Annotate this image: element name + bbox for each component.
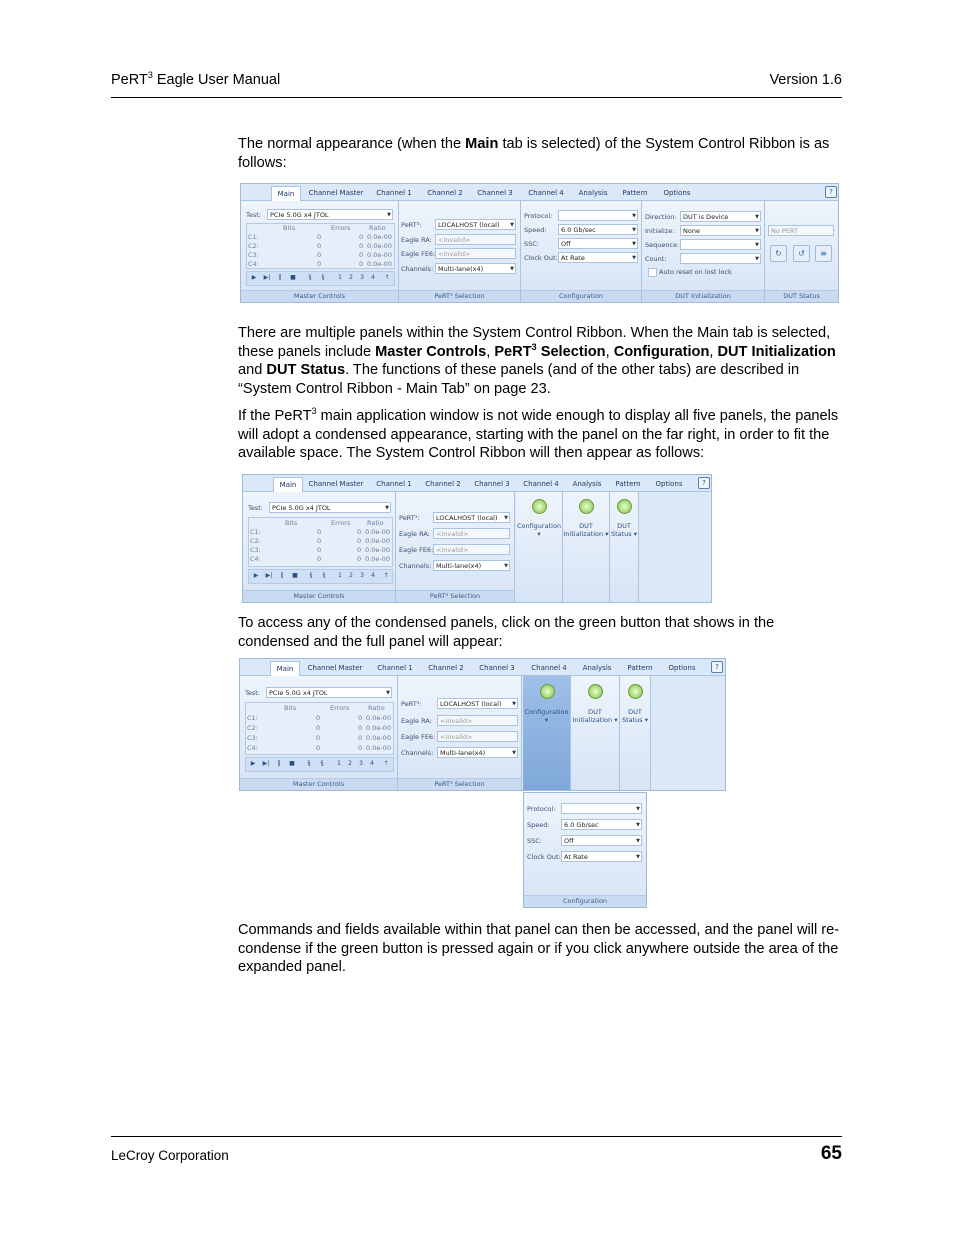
step-icon[interactable]: ▶| bbox=[265, 572, 273, 579]
chevron-down-icon: ▼ bbox=[755, 214, 759, 220]
eagle-ra-field[interactable]: <invalid> bbox=[437, 715, 518, 726]
speed-select[interactable]: 6.0 Gb/sec ▼ bbox=[561, 819, 642, 830]
tab-channel-1[interactable]: Channel 1 bbox=[376, 189, 412, 197]
initialize-label: Initialize: bbox=[645, 227, 675, 235]
configuration-panel bbox=[521, 201, 642, 302]
channels-label: Channels: bbox=[401, 749, 434, 757]
grid-header-bits: Bits bbox=[285, 519, 298, 527]
paragraph-1: The normal appearance (when the Main tab is selected) of the System Control Ribbon is as follows: bbox=[238, 136, 830, 171]
chevron-down-icon: ▼ bbox=[636, 822, 640, 828]
grid-row-ratio: 0.0e-00 bbox=[365, 555, 390, 563]
grid-row-errors: 0 bbox=[359, 251, 364, 259]
pert-label: PeRT³: bbox=[401, 221, 422, 229]
chevron-down-icon: ▼ bbox=[632, 213, 636, 219]
ribbon-tabs bbox=[243, 475, 711, 492]
channel-button-1[interactable]: 1 bbox=[338, 572, 342, 579]
configuration-green-button-icon[interactable] bbox=[532, 499, 547, 514]
grid-row-ch: C4: bbox=[247, 744, 258, 752]
master-controls-caption: Master Controls bbox=[243, 590, 395, 602]
grid-row-ch: C4: bbox=[250, 555, 261, 563]
clock-out-select[interactable]: At Rate ▼ bbox=[558, 252, 638, 263]
grid-row-ratio: 0.0e-00 bbox=[366, 724, 391, 732]
grid-row-bits: 0 bbox=[316, 724, 321, 732]
pert-selection-panel bbox=[398, 676, 522, 790]
dut-initialization-panel bbox=[642, 201, 765, 302]
tab-channel-4[interactable]: Channel 4 bbox=[531, 664, 567, 672]
speed-label: Speed: bbox=[527, 821, 550, 829]
step-icon[interactable]: ▶| bbox=[262, 760, 270, 767]
grid-row-bits: 0 bbox=[317, 260, 322, 268]
configuration-condensed[interactable] bbox=[516, 492, 563, 602]
grid-row-ch: C3: bbox=[247, 734, 258, 742]
dut-status-condensed[interactable] bbox=[610, 492, 639, 602]
header-title-sup: 3 bbox=[147, 70, 153, 81]
configuration-caption: Configuration bbox=[524, 895, 646, 907]
configuration-condensed-label: Configuration ▾ bbox=[524, 708, 569, 724]
test-label: Test: bbox=[246, 211, 261, 219]
header-title bbox=[111, 72, 280, 88]
pert-selection-caption: PeRT³ Selection bbox=[398, 778, 521, 790]
sync-icon[interactable]: § bbox=[308, 274, 312, 281]
paragraph-5: Commands and fields available within that panel can then be accessed, and the panel will re-condense if the green button is pressed again or if you click anywhere outside the area of the expanded panel. bbox=[238, 922, 840, 975]
grid-header-ratio: Ratio bbox=[368, 704, 385, 712]
grid-row-errors: 0 bbox=[358, 734, 363, 742]
grid-row-ratio: 0.0e-00 bbox=[366, 744, 391, 752]
configuration-condensed-label: Configuration ▾ bbox=[516, 522, 562, 538]
chevron-down-icon: ▼ bbox=[512, 701, 516, 707]
tab-main[interactable]: Main bbox=[273, 477, 303, 492]
chevron-down-icon: ▼ bbox=[636, 838, 640, 844]
grid-row-errors: 0 bbox=[357, 537, 362, 545]
chevron-down-icon: ▼ bbox=[510, 266, 514, 272]
ribbon-full-screenshot bbox=[240, 183, 839, 303]
grid-row-ratio: 0.0e-00 bbox=[367, 251, 392, 259]
play-icon[interactable]: ▶ bbox=[250, 760, 256, 767]
chevron-down-icon: ▼ bbox=[636, 854, 640, 860]
channel-button-4[interactable]: 4 bbox=[371, 572, 375, 579]
dut-initialization-green-button-icon[interactable] bbox=[579, 499, 594, 514]
dut-status-green-button-icon[interactable] bbox=[617, 499, 632, 514]
status-field: No PERT bbox=[768, 225, 834, 236]
grid-row-errors: 0 bbox=[359, 233, 364, 241]
ssc-label: SSC: bbox=[527, 837, 542, 845]
arrow-up-icon[interactable]: ↑ bbox=[383, 760, 389, 767]
dut-initialization-condensed[interactable] bbox=[563, 492, 610, 602]
header-title-post: Eagle User Manual bbox=[152, 72, 281, 88]
tab-options[interactable]: Options bbox=[663, 189, 691, 197]
speed-label: Speed: bbox=[524, 226, 547, 234]
channel-button-3[interactable]: 3 bbox=[360, 572, 364, 579]
pause-icon[interactable]: ‖ bbox=[277, 760, 281, 767]
tab-channel-1[interactable]: Channel 1 bbox=[377, 664, 413, 672]
status-detail-icon[interactable]: ≡ bbox=[815, 245, 832, 262]
footer-company: LeCroy Corporation bbox=[111, 1148, 229, 1163]
tab-main[interactable]: Main bbox=[270, 661, 300, 676]
tab-channel-4[interactable]: Channel 4 bbox=[523, 480, 559, 488]
chevron-down-icon: ▼ bbox=[755, 242, 759, 248]
sync-icon[interactable]: § bbox=[309, 572, 313, 579]
ribbon-condensed-screenshot bbox=[242, 474, 712, 603]
eagle-ra-field[interactable]: <invalid> bbox=[433, 528, 510, 539]
dut-initialization-condensed-label: DUT Initialization ▾ bbox=[572, 708, 618, 724]
sync-all-icon[interactable]: § bbox=[321, 274, 325, 281]
direction-label: Direction: bbox=[645, 213, 677, 221]
refresh-icon[interactable]: ↻ bbox=[770, 245, 787, 262]
channel-button-4[interactable]: 4 bbox=[371, 274, 375, 281]
tab-analysis[interactable]: Analysis bbox=[582, 664, 612, 672]
dut-status-panel bbox=[765, 201, 838, 302]
paragraph-2: There are multiple panels within the System Control Ribbon. When the Main tab is selected, these panels include Master Controls, PeRT$^3$ Selection, Configuration, DUT Initialization and DUT Status. The functions of these panels (and of the other tabs) are described in “System Control Ribbon - Main Tab” on page 23. bbox=[238, 325, 836, 397]
chevron-down-icon: ▼ bbox=[510, 222, 514, 228]
eagle-fe6-label: Eagle FE6: bbox=[401, 250, 436, 258]
sync-all-icon[interactable]: § bbox=[320, 760, 324, 767]
grid-row-ch: C1: bbox=[248, 233, 259, 241]
tab-main[interactable]: Main bbox=[271, 186, 301, 201]
master-controls-panel bbox=[241, 201, 399, 302]
protocol-label: Protocol: bbox=[527, 805, 556, 813]
sync-all-icon[interactable]: § bbox=[322, 572, 326, 579]
dut-status-condensed[interactable] bbox=[620, 676, 651, 790]
eagle-ra-label: Eagle RA: bbox=[399, 530, 430, 538]
grid-row-bits: 0 bbox=[316, 714, 321, 722]
step-icon[interactable]: ▶| bbox=[263, 274, 271, 281]
protocol-select[interactable] bbox=[558, 210, 638, 221]
grid-row-bits: 0 bbox=[317, 528, 322, 536]
arrow-up-icon[interactable]: ↑ bbox=[383, 572, 389, 579]
master-controls-caption: Master Controls bbox=[241, 290, 398, 302]
clock-out-label: Clock Out: bbox=[524, 254, 558, 262]
grid-row-ch: C2: bbox=[247, 724, 258, 732]
channel-button-2[interactable]: 2 bbox=[348, 760, 352, 767]
channel-button-3[interactable]: 3 bbox=[360, 274, 364, 281]
grid-row-ch: C3: bbox=[248, 251, 259, 259]
chevron-down-icon: ▼ bbox=[636, 806, 640, 812]
tab-pattern[interactable]: Pattern bbox=[615, 480, 641, 488]
channel-button-1[interactable]: 1 bbox=[337, 760, 341, 767]
tab-channel-master[interactable]: Channel Master bbox=[308, 189, 364, 197]
chevron-down-icon: ▼ bbox=[632, 241, 636, 247]
sync-icon[interactable]: § bbox=[307, 760, 311, 767]
paragraph-3: If the PeRT$^3$ main application window is not wide enough to display all five panels, the panels will adopt a condensed appearance, starting with the panel on the far right, in order to fit the available space. The System Control Ribbon will then appear as follows: bbox=[238, 406, 839, 461]
header-version: Version 1.6 bbox=[769, 72, 842, 88]
auto-reset-label: Auto reset on lost lock bbox=[659, 268, 732, 276]
grid-row-bits: 0 bbox=[317, 251, 322, 259]
tab-pattern[interactable]: Pattern bbox=[627, 664, 653, 672]
chevron-down-icon: ▼ bbox=[512, 750, 516, 756]
pause-icon[interactable]: ‖ bbox=[280, 572, 284, 579]
error-grid bbox=[248, 517, 393, 567]
grid-row-errors: 0 bbox=[357, 555, 362, 563]
grid-row-errors: 0 bbox=[358, 714, 363, 722]
chevron-down-icon: ▼ bbox=[385, 505, 389, 511]
grid-row-ratio: 0.0e-00 bbox=[366, 734, 391, 742]
grid-header-errors: Errors bbox=[331, 519, 351, 527]
initialize-select[interactable]: None ▼ bbox=[680, 225, 761, 236]
chevron-down-icon: ▼ bbox=[504, 515, 508, 521]
grid-row-ch: C3: bbox=[250, 546, 261, 554]
chevron-down-icon: ▼ bbox=[632, 255, 636, 261]
test-label: Test: bbox=[248, 504, 263, 512]
dut-status-condensed-label: DUT Status ▾ bbox=[610, 522, 638, 538]
run-controls-row bbox=[248, 569, 393, 584]
protocol-select[interactable] bbox=[561, 803, 642, 814]
grid-row-ch: C2: bbox=[250, 537, 261, 545]
chevron-down-icon: ▼ bbox=[387, 212, 391, 218]
chevron-down-icon: ▼ bbox=[755, 228, 759, 234]
channel-button-2[interactable]: 2 bbox=[349, 572, 353, 579]
grid-row-ratio: 0.0e-00 bbox=[367, 242, 392, 250]
configuration-caption: Configuration bbox=[521, 290, 641, 302]
pert-selection-panel bbox=[396, 492, 515, 602]
grid-row-errors: 0 bbox=[358, 744, 363, 752]
auto-reset-checkbox[interactable] bbox=[648, 268, 657, 277]
ssc-label: SSC: bbox=[524, 240, 539, 248]
dut-status-caption: DUT Status bbox=[765, 290, 838, 302]
grid-row-bits: 0 bbox=[317, 233, 322, 241]
ribbon-tabs bbox=[241, 184, 838, 201]
grid-row-ratio: 0.0e-00 bbox=[365, 546, 390, 554]
test-select[interactable]: PCIe 5.0G x4 JTOL ▼ bbox=[266, 687, 392, 698]
chevron-down-icon: ▼ bbox=[632, 227, 636, 233]
dut-status-green-button-icon[interactable] bbox=[628, 684, 643, 699]
paragraph-4: To access any of the condensed panels, click on the green button that shows in the condensed and the full panel will appear: bbox=[238, 615, 775, 650]
grid-row-ch: C1: bbox=[250, 528, 261, 536]
grid-row-ratio: 0.0e-00 bbox=[366, 714, 391, 722]
configuration-green-button-icon[interactable] bbox=[540, 684, 555, 699]
eagle-fe6-field[interactable]: <invalid> bbox=[433, 544, 510, 555]
channel-button-1[interactable]: 1 bbox=[338, 274, 342, 281]
channels-select[interactable]: Multi-lane(x4) ▼ bbox=[437, 747, 518, 758]
ssc-select[interactable]: Off ▼ bbox=[561, 835, 642, 846]
tab-channel-1[interactable]: Channel 1 bbox=[376, 480, 412, 488]
tab-channel-2[interactable]: Channel 2 bbox=[428, 664, 464, 672]
error-grid bbox=[245, 702, 394, 755]
direction-select[interactable]: DUT is Device ▼ bbox=[680, 211, 761, 222]
pert-selection-panel bbox=[399, 201, 521, 302]
grid-row-bits: 0 bbox=[316, 744, 321, 752]
grid-row-bits: 0 bbox=[316, 734, 321, 742]
eagle-ra-label: Eagle RA: bbox=[401, 236, 432, 244]
page-number: 65 bbox=[820, 1143, 842, 1164]
test-select[interactable]: PCIe 5.0G x4 JTOL ▼ bbox=[267, 209, 393, 220]
grid-row-errors: 0 bbox=[359, 242, 364, 250]
master-controls-panel bbox=[243, 492, 396, 602]
stop-icon[interactable]: ■ bbox=[290, 274, 296, 281]
header-rule bbox=[111, 97, 842, 98]
pert-select[interactable]: LOCALHOST (local) ▼ bbox=[435, 219, 516, 230]
tab-channel-2[interactable]: Channel 2 bbox=[427, 189, 463, 197]
protocol-label: Protocol: bbox=[524, 212, 553, 220]
dut-initialization-green-button-icon[interactable] bbox=[588, 684, 603, 699]
pert-label: PeRT³: bbox=[399, 514, 420, 522]
stop-icon[interactable]: ■ bbox=[289, 760, 295, 767]
channel-button-2[interactable]: 2 bbox=[349, 274, 353, 281]
grid-header-bits: Bits bbox=[283, 224, 296, 232]
configuration-panel bbox=[524, 793, 646, 907]
pert-label: PeRT³: bbox=[401, 700, 422, 708]
grid-header-ratio: Ratio bbox=[369, 224, 386, 232]
grid-row-ratio: 0.0e-00 bbox=[365, 537, 390, 545]
play-icon[interactable]: ▶ bbox=[251, 274, 257, 281]
reset-icon[interactable]: ↺ bbox=[793, 245, 810, 262]
grid-row-bits: 0 bbox=[317, 555, 322, 563]
pert-selection-caption: PeRT³ Selection bbox=[396, 590, 514, 602]
grid-row-ratio: 0.0e-00 bbox=[365, 528, 390, 536]
grid-row-errors: 0 bbox=[357, 546, 362, 554]
clock-out-label: Clock Out: bbox=[527, 853, 561, 861]
grid-row-ch: C1: bbox=[247, 714, 258, 722]
count-label: Count: bbox=[645, 255, 667, 263]
chevron-down-icon: ▼ bbox=[755, 256, 759, 262]
channels-label: Channels: bbox=[401, 265, 434, 273]
dut-initialization-condensed[interactable] bbox=[571, 676, 620, 790]
eagle-ra-label: Eagle RA: bbox=[401, 717, 432, 725]
ribbon-expanded-screenshot bbox=[239, 658, 726, 791]
play-icon[interactable]: ▶ bbox=[253, 572, 259, 579]
grid-header-errors: Errors bbox=[331, 224, 351, 232]
grid-row-ch: C4: bbox=[248, 260, 259, 268]
grid-row-bits: 0 bbox=[317, 546, 322, 554]
header-title-pre: PeRT bbox=[111, 72, 148, 88]
grid-row-errors: 0 bbox=[359, 260, 364, 268]
chevron-down-icon: ▼ bbox=[504, 563, 508, 569]
tab-channel-2[interactable]: Channel 2 bbox=[425, 480, 461, 488]
tab-pattern[interactable]: Pattern bbox=[622, 189, 648, 197]
channels-select[interactable]: Multi-lane(x4) ▼ bbox=[433, 560, 510, 571]
dut-initialization-condensed-label: DUT Initialization ▾ bbox=[563, 522, 609, 538]
grid-header-bits: Bits bbox=[284, 704, 297, 712]
channel-button-3[interactable]: 3 bbox=[359, 760, 363, 767]
configuration-condensed-active[interactable] bbox=[523, 676, 571, 790]
grid-header-errors: Errors bbox=[330, 704, 350, 712]
grid-row-bits: 0 bbox=[317, 242, 322, 250]
configuration-popup bbox=[523, 792, 647, 908]
channels-label: Channels: bbox=[399, 562, 432, 570]
test-select[interactable]: PCIe 5.0G x4 JTOL ▼ bbox=[269, 502, 391, 513]
grid-row-errors: 0 bbox=[357, 528, 362, 536]
help-icon[interactable]: ? bbox=[825, 186, 837, 198]
run-controls-row bbox=[245, 757, 394, 772]
channel-button-4[interactable]: 4 bbox=[370, 760, 374, 767]
grid-header-ratio: Ratio bbox=[367, 519, 384, 527]
tab-channel-3[interactable]: Channel 3 bbox=[474, 480, 510, 488]
count-stepper[interactable] bbox=[680, 253, 761, 264]
chevron-down-icon: ▼ bbox=[386, 690, 390, 696]
run-controls-row bbox=[246, 271, 395, 286]
grid-row-ch: C2: bbox=[248, 242, 259, 250]
eagle-fe6-field[interactable]: <invalid> bbox=[437, 731, 518, 742]
pert-selection-caption: PeRT³ Selection bbox=[399, 290, 520, 302]
tab-analysis[interactable]: Analysis bbox=[578, 189, 608, 197]
tab-channel-master[interactable]: Channel Master bbox=[308, 480, 364, 488]
tab-options[interactable]: Options bbox=[655, 480, 683, 488]
help-icon[interactable]: ? bbox=[698, 477, 710, 489]
eagle-fe6-field[interactable]: <invalid> bbox=[435, 248, 516, 259]
grid-row-errors: 0 bbox=[358, 724, 363, 732]
pert-select[interactable]: LOCALHOST (local) ▼ bbox=[437, 698, 518, 709]
sequence-label: Sequence: bbox=[645, 241, 680, 249]
tab-channel-3[interactable]: Channel 3 bbox=[479, 664, 515, 672]
dut-status-condensed-label: DUT Status ▾ bbox=[621, 708, 649, 724]
sequence-select[interactable] bbox=[680, 239, 761, 250]
arrow-up-icon[interactable]: ↑ bbox=[384, 274, 390, 281]
ssc-select[interactable]: Off ▼ bbox=[558, 238, 638, 249]
pause-icon[interactable]: ‖ bbox=[278, 274, 282, 281]
dut-initialization-caption: DUT Initialization bbox=[642, 290, 764, 302]
channels-select[interactable]: Multi-lane(x4) ▼ bbox=[435, 263, 516, 274]
tab-channel-4[interactable]: Channel 4 bbox=[528, 189, 564, 197]
grid-row-bits: 0 bbox=[317, 537, 322, 545]
tab-channel-master[interactable]: Channel Master bbox=[307, 664, 363, 672]
help-icon[interactable]: ? bbox=[711, 661, 723, 673]
error-grid bbox=[246, 223, 395, 269]
grid-row-ratio: 0.0e-00 bbox=[367, 260, 392, 268]
speed-select[interactable]: 6.0 Gb/sec ▼ bbox=[558, 224, 638, 235]
stop-icon[interactable]: ■ bbox=[292, 572, 298, 579]
footer-rule bbox=[111, 1136, 842, 1137]
pert-select[interactable]: LOCALHOST (local) ▼ bbox=[433, 512, 510, 523]
tab-channel-3[interactable]: Channel 3 bbox=[477, 189, 513, 197]
eagle-fe6-label: Eagle FE6: bbox=[401, 733, 436, 741]
eagle-fe6-label: Eagle FE6: bbox=[399, 546, 434, 554]
test-label: Test: bbox=[245, 689, 260, 697]
grid-row-ratio: 0.0e-00 bbox=[367, 233, 392, 241]
tab-analysis[interactable]: Analysis bbox=[572, 480, 602, 488]
tab-options[interactable]: Options bbox=[668, 664, 696, 672]
eagle-ra-field[interactable]: <invalid> bbox=[435, 234, 516, 245]
master-controls-panel bbox=[240, 676, 398, 790]
master-controls-caption: Master Controls bbox=[240, 778, 397, 790]
clock-out-select[interactable]: At Rate ▼ bbox=[561, 851, 642, 862]
ribbon-tabs bbox=[240, 659, 725, 676]
